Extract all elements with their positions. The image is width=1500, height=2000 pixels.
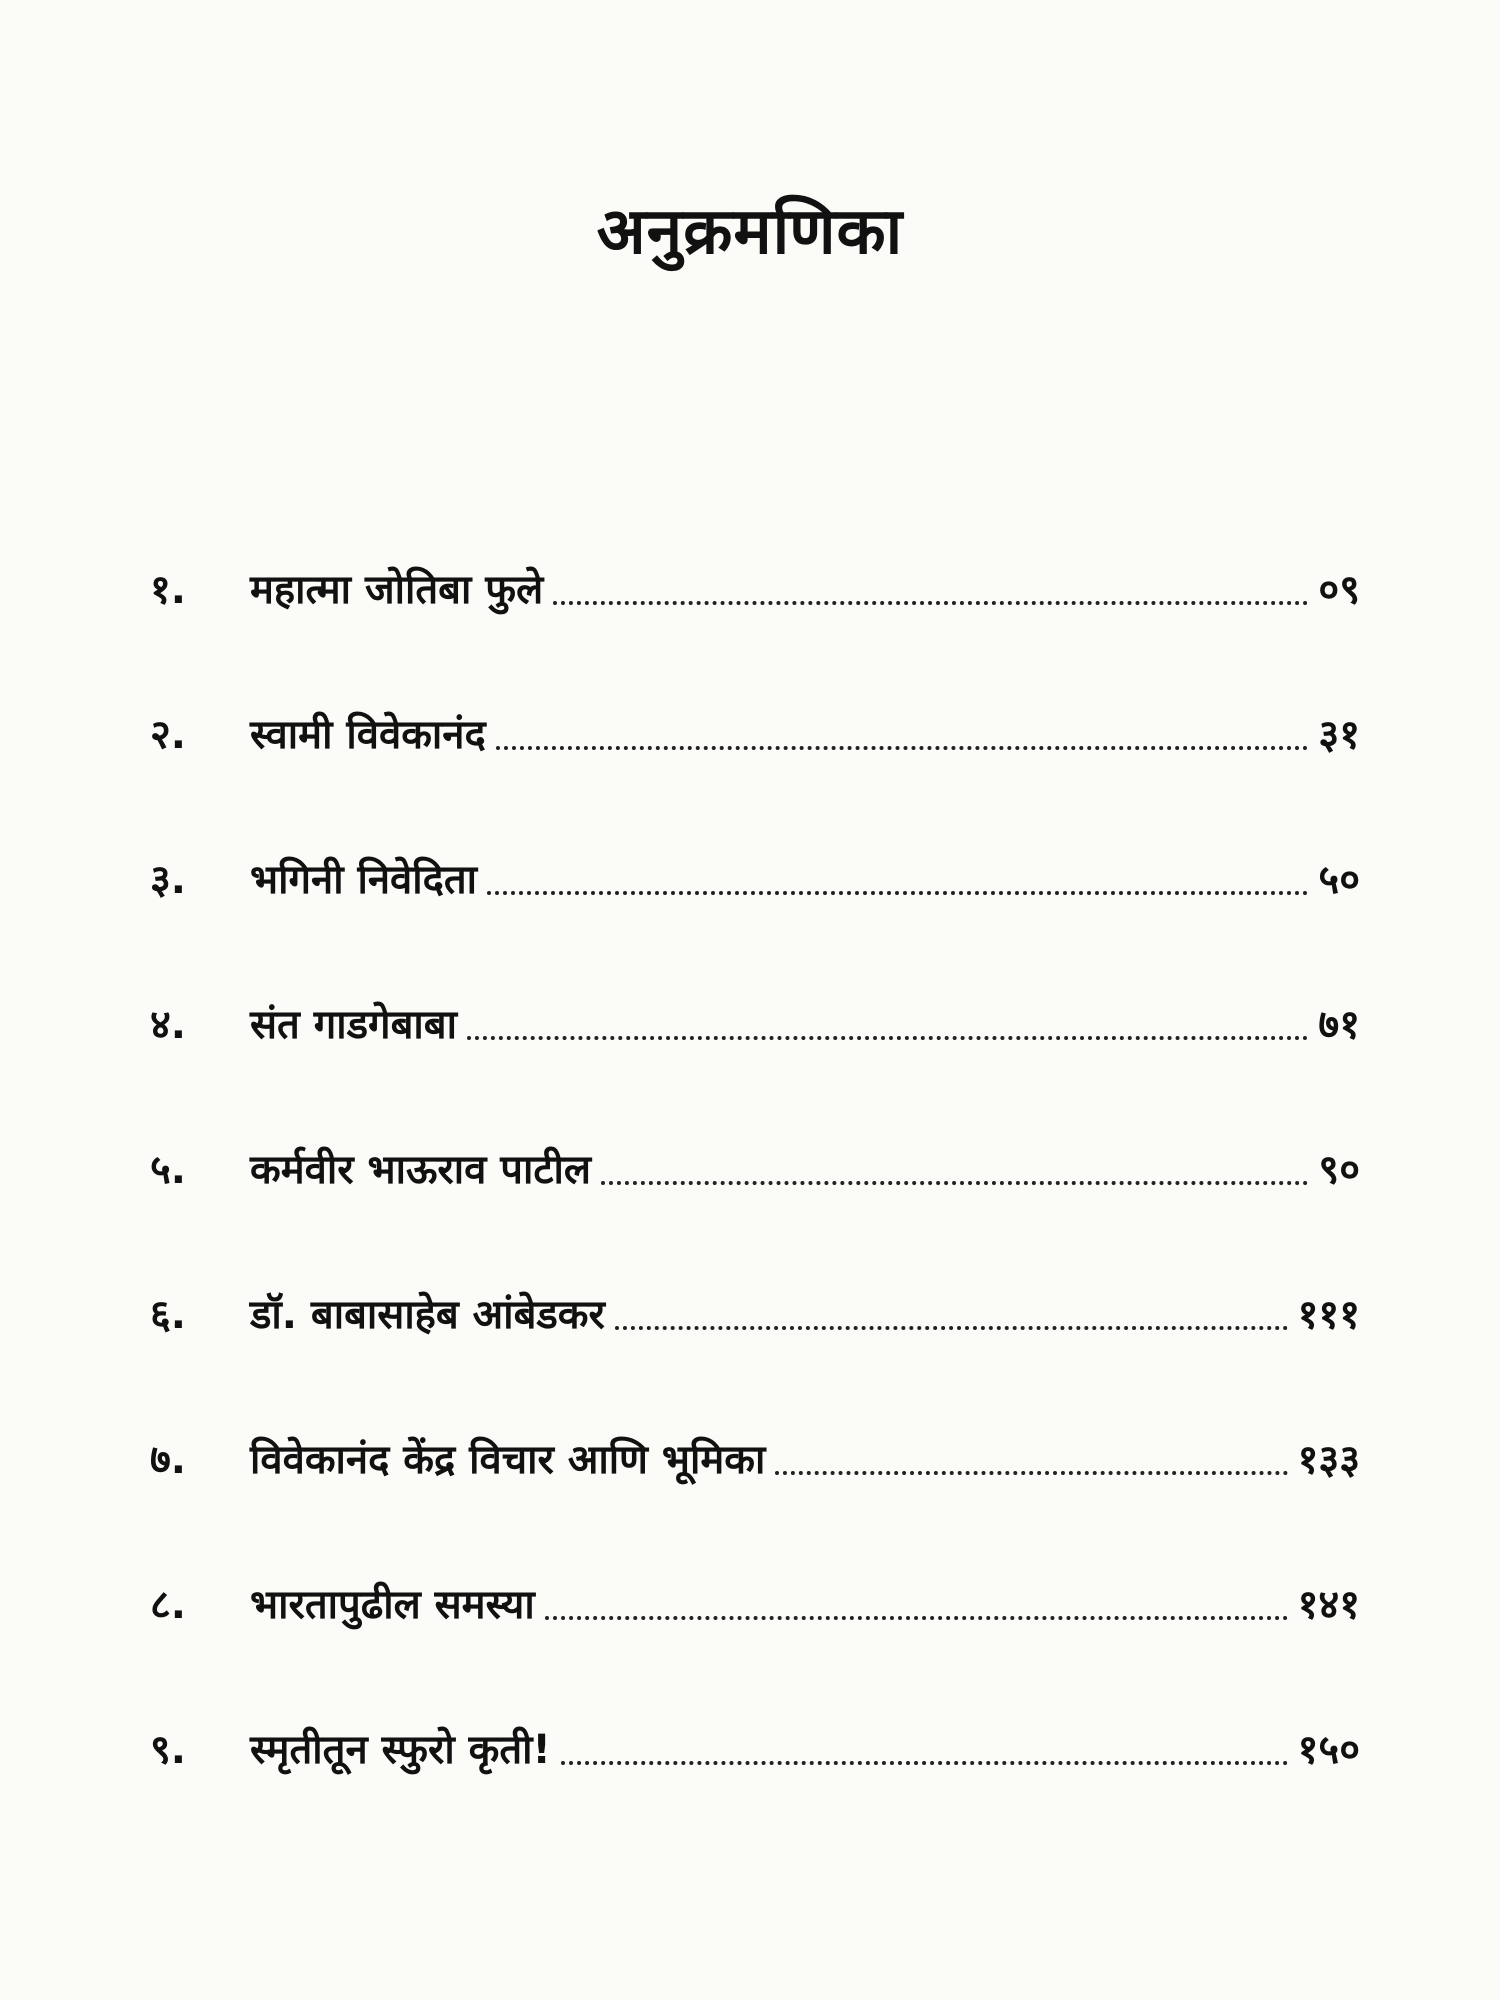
- entry-title: डॉ. बाबासाहेब आंबेडकर: [250, 1292, 605, 1338]
- entry-number: ५.: [150, 1147, 186, 1193]
- dot-leader: [561, 1761, 1288, 1765]
- entry-title: स्वामी विवेकानंद: [250, 712, 486, 758]
- dot-leader: [467, 1036, 1308, 1040]
- entry-page-number: १४१: [1297, 1582, 1360, 1628]
- dot-leader: [553, 601, 1308, 605]
- entry-page-number: १११: [1297, 1292, 1360, 1338]
- toc-entry-1: [150, 470, 1360, 615]
- entry-page-number: १३३: [1297, 1437, 1360, 1483]
- entry-number: १.: [150, 567, 186, 613]
- entry-title: संत गाडगेबाबा: [250, 1002, 457, 1048]
- entry-number: २.: [150, 712, 186, 758]
- entry-page-number: ९०: [1318, 1147, 1360, 1193]
- table-of-contents: [150, 470, 1360, 1775]
- entry-title: स्मृतीतून स्फुरो कृती!: [250, 1727, 551, 1773]
- toc-entry-8: [150, 1485, 1360, 1630]
- toc-entry-9: [150, 1630, 1360, 1775]
- entry-title: भगिनी निवेदिता: [250, 857, 478, 903]
- entry-number: ८.: [150, 1582, 186, 1628]
- entry-page-number: ३१: [1318, 712, 1360, 758]
- toc-entry-4: [150, 905, 1360, 1050]
- entry-title: कर्मवीर भाऊराव पाटील: [250, 1147, 592, 1193]
- dot-leader: [601, 1181, 1308, 1185]
- toc-entry-3: [150, 760, 1360, 905]
- entry-page-number: ०९: [1318, 567, 1360, 613]
- dot-leader: [487, 891, 1308, 895]
- entry-page-number: ७१: [1318, 1002, 1360, 1048]
- toc-entry-2: [150, 615, 1360, 760]
- dot-leader: [545, 1616, 1288, 1620]
- toc-entry-6: [150, 1195, 1360, 1340]
- entry-number: ९.: [150, 1727, 186, 1773]
- dot-leader: [775, 1471, 1287, 1475]
- entry-number: ६.: [150, 1292, 186, 1338]
- entry-title: भारतापुढील समस्या: [250, 1582, 535, 1628]
- entry-number: ७.: [150, 1437, 186, 1483]
- toc-entry-5: [150, 1050, 1360, 1195]
- toc-entry-7: [150, 1340, 1360, 1485]
- dot-leader: [496, 746, 1309, 750]
- entry-number: ३.: [150, 857, 186, 903]
- dot-leader: [615, 1326, 1288, 1330]
- entry-title: महात्मा जोतिबा फुले: [250, 567, 544, 613]
- page-title: अनुक्रमणिका: [596, 195, 904, 269]
- entry-number: ४.: [150, 1002, 186, 1048]
- entry-page-number: ५०: [1318, 857, 1360, 903]
- entry-title: विवेकानंद केंद्र विचार आणि भूमिका: [250, 1437, 766, 1483]
- entry-page-number: १५०: [1297, 1727, 1360, 1773]
